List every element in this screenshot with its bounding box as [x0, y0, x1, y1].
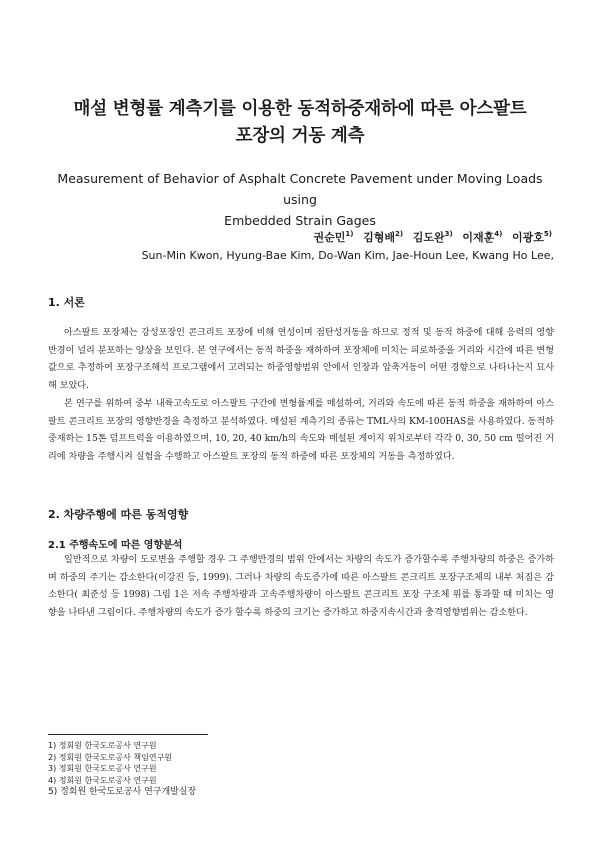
author-footnote-mark: 5) [543, 230, 552, 239]
footnote: 4) 정회원 한국도로공사 연구원 [48, 775, 157, 785]
author-footnote-mark: 1) [345, 230, 354, 239]
english-title-line-2: Embedded Strain Gages [224, 213, 376, 228]
paragraph: 본 연구를 위하여 중부 내륙고속도로 아스팔트 구간에 변형률계를 매설하여, 거리와 속도에 따른 동적 하중을 재하하여 아스팔트 콘크리트 포장의 영향반경을 측정하고 분석하였다. 매설된 계측기의 종류는 TML사의 KM-100HAS를 사용하였다. 동적하중재하는 15톤 덤프트럭을 이용하였으며, 10, 20, 40 km/h의 속도와 매설된 게이지 위치로부터 각각 0, 30, 50 cm 떨어진 거리에 차량을 주행시켜 실험을 수행하고 아스팔트 포장의 동적 하중에 따른 포장체의 거동을 측정하였다. [48, 399, 554, 462]
author-footnote-mark: 4) [494, 230, 503, 239]
footnote-divider [48, 734, 208, 735]
paragraph: 아스팔트 포장체는 강성포장인 콘크리트 포장에 비해 연성이며 점탄성거동을 하므로 정적 및 동적 하중에 대해 응력의 영향반경이 널리 분포하는 양상을 보인다. 본 연구에서는 동적 하중을 재하하여 포장체에 미치는 피로하중을 거리와 시간에 따른 변형값으로 추정하여 포장구조해석 프로그램에서 고려되는 하중영향범위 안에서 인장과 압축거동이 어떤 경향으로 나타나는지 묘사해 보았다. [48, 328, 554, 391]
author-name: 권순민 [313, 231, 346, 244]
korean-authors [313, 229, 554, 245]
footnote: 1) 정회원 한국도로공사 연구원 [48, 741, 157, 750]
author-name: 이재훈 [462, 231, 495, 244]
korean-title [40, 96, 560, 150]
english-authors: Sun-Min Kwon, Hyung-Bae Kim, Do-Wan Kim, Jae-Houn Lee, Kwang Ho Lee, [141, 249, 554, 262]
author-name: 김도완 [412, 231, 445, 244]
author-name: 이광호 [512, 231, 544, 244]
footnotes [48, 740, 196, 799]
section-heading-dynamic-effect: 2. 차량주행에 따른 동적영향 [48, 508, 189, 521]
author-footnote-mark: 3) [444, 230, 453, 239]
english-title [40, 168, 560, 231]
korean-title-line-1: 매설 변형률 계측기를 이용한 동적하중재하에 따른 아스팔트 [73, 99, 527, 119]
author-footnote-mark: 2) [395, 230, 404, 239]
korean-title-line-2: 포장의 거동 계측 [235, 126, 365, 146]
section-heading-introduction: 1. 서론 [48, 296, 85, 309]
paragraph: 일반적으로 차량이 도로변을 주행할 경우 그 주행반경의 범위 안에서는 차량의 속도가 증가할수록 주행차량의 하중은 증가하며 하중의 주기는 감소한다(이강진 등, 1999). 그러나 차량의 속도증가에 따른 아스팔트 콘크리트 포장구조체의 내부 처짐은 감소한다( 최준성 등 1998) 그림 1은 저속 주행차량과 고속주행차량이 아스팔트 콘크리트 포장 구조체 위를 통과할 때 미치는 영향을 나타낸 그림이다. 주행차량의 속도가 증가 할수록 하중의 크기는 증가하고 하중지속시간과 충격영향범위는 감소한다. [48, 555, 554, 618]
subsection-heading-speed: 2.1 주행속도에 따른 영향분석 [48, 540, 183, 551]
footnote: 3) 정회원 한국도로공사 연구원 [48, 764, 157, 774]
footnote: 2) 정회원 한국도로공사 책임연구원 [48, 752, 173, 762]
english-title-line-1: Measurement of Behavior of Asphalt Concrete Pavement under Moving Loads using [57, 171, 543, 207]
author-name: 김형배 [363, 231, 395, 244]
footnote: 5) 정회원 한국도로공사 연구개발실장 [48, 787, 197, 798]
